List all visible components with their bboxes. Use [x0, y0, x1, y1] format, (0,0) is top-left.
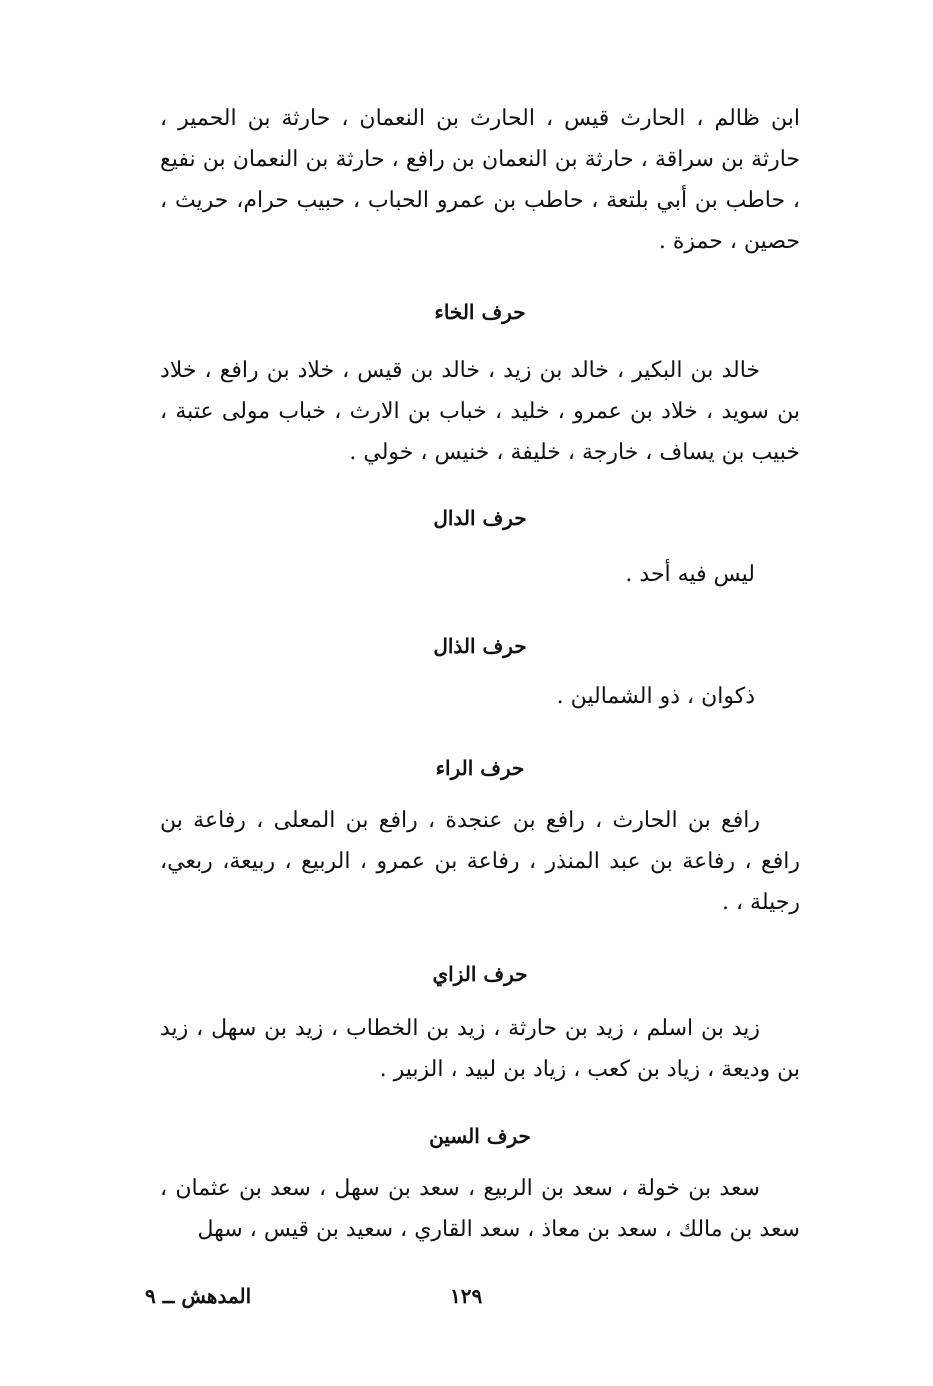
section-zay-paragraph — [160, 1008, 800, 1090]
section-zay-text: زيد بن اسلم ، زيد بن حارثة ، زيد بن الخطاب ، زيد بن سهل ، زيد بن وديعة ، زياد بن كعب ، زياد بن لبيد ، الزبير . — [160, 1016, 800, 1082]
footer-signature: المدهش ــ ٩ — [145, 1284, 252, 1308]
section-kha-paragraph — [160, 350, 800, 473]
page-number: ١٢٩ — [450, 1284, 483, 1308]
section-dhal-text: ذكوان ، ذو الشمالين . — [556, 684, 755, 709]
intro-paragraph — [160, 98, 800, 262]
section-heading-kha: حرف الخاء — [434, 300, 526, 324]
intro-text: ابن ظالم ، الحارث قيس ، الحارث بن النعمان ، حارثة بن الحمير ، حارثة بن سراقة ، حارثة بن النعمان بن رافع ، حارثة بن النعمان بن نفيع ، حاطب بن أبي بلتعة ، حاطب بن عمرو الحباب ، حبيب حرام، حريث ، حصين ، حمزة . — [160, 106, 800, 254]
section-sin-text: سعد بن خولة ، سعد بن الربيع ، سعد بن سهل ، سعد بن عثمان ، سعد بن مالك ، سعد بن معاذ ، سعد القاري ، سعيد بن قيس ، سهل — [160, 1176, 800, 1242]
section-heading-dhal: حرف الذال — [433, 634, 527, 658]
section-ra-text: رافع بن الحارث ، رافع بن عنجدة ، رافع بن المعلى ، رفاعة بن رافع ، رفاعة بن عبد المنذر ، رفاعة بن عمرو ، الربيع ، ربيعة، ربعي، رجيلة ، . — [160, 808, 800, 915]
section-heading-zay: حرف الزاي — [432, 962, 528, 986]
section-heading-dal: حرف الدال — [433, 506, 527, 530]
section-heading-ra: حرف الراء — [435, 756, 525, 780]
section-heading-sin: حرف السين — [429, 1124, 531, 1148]
section-ra-paragraph — [160, 800, 800, 923]
section-kha-text: خالد بن البكير ، خالد بن زيد ، خالد بن قيس ، خلاد بن رافع ، خلاد بن سويد ، خلاد بن عمرو ، خليد ، خباب بن الارث ، خباب مولى عتبة ، خبيب بن يساف ، خارجة ، خليفة ، خنيس ، خولي . — [160, 358, 800, 465]
section-dal-text: ليس فيه أحد . — [625, 562, 755, 587]
section-sin-paragraph — [160, 1168, 800, 1250]
